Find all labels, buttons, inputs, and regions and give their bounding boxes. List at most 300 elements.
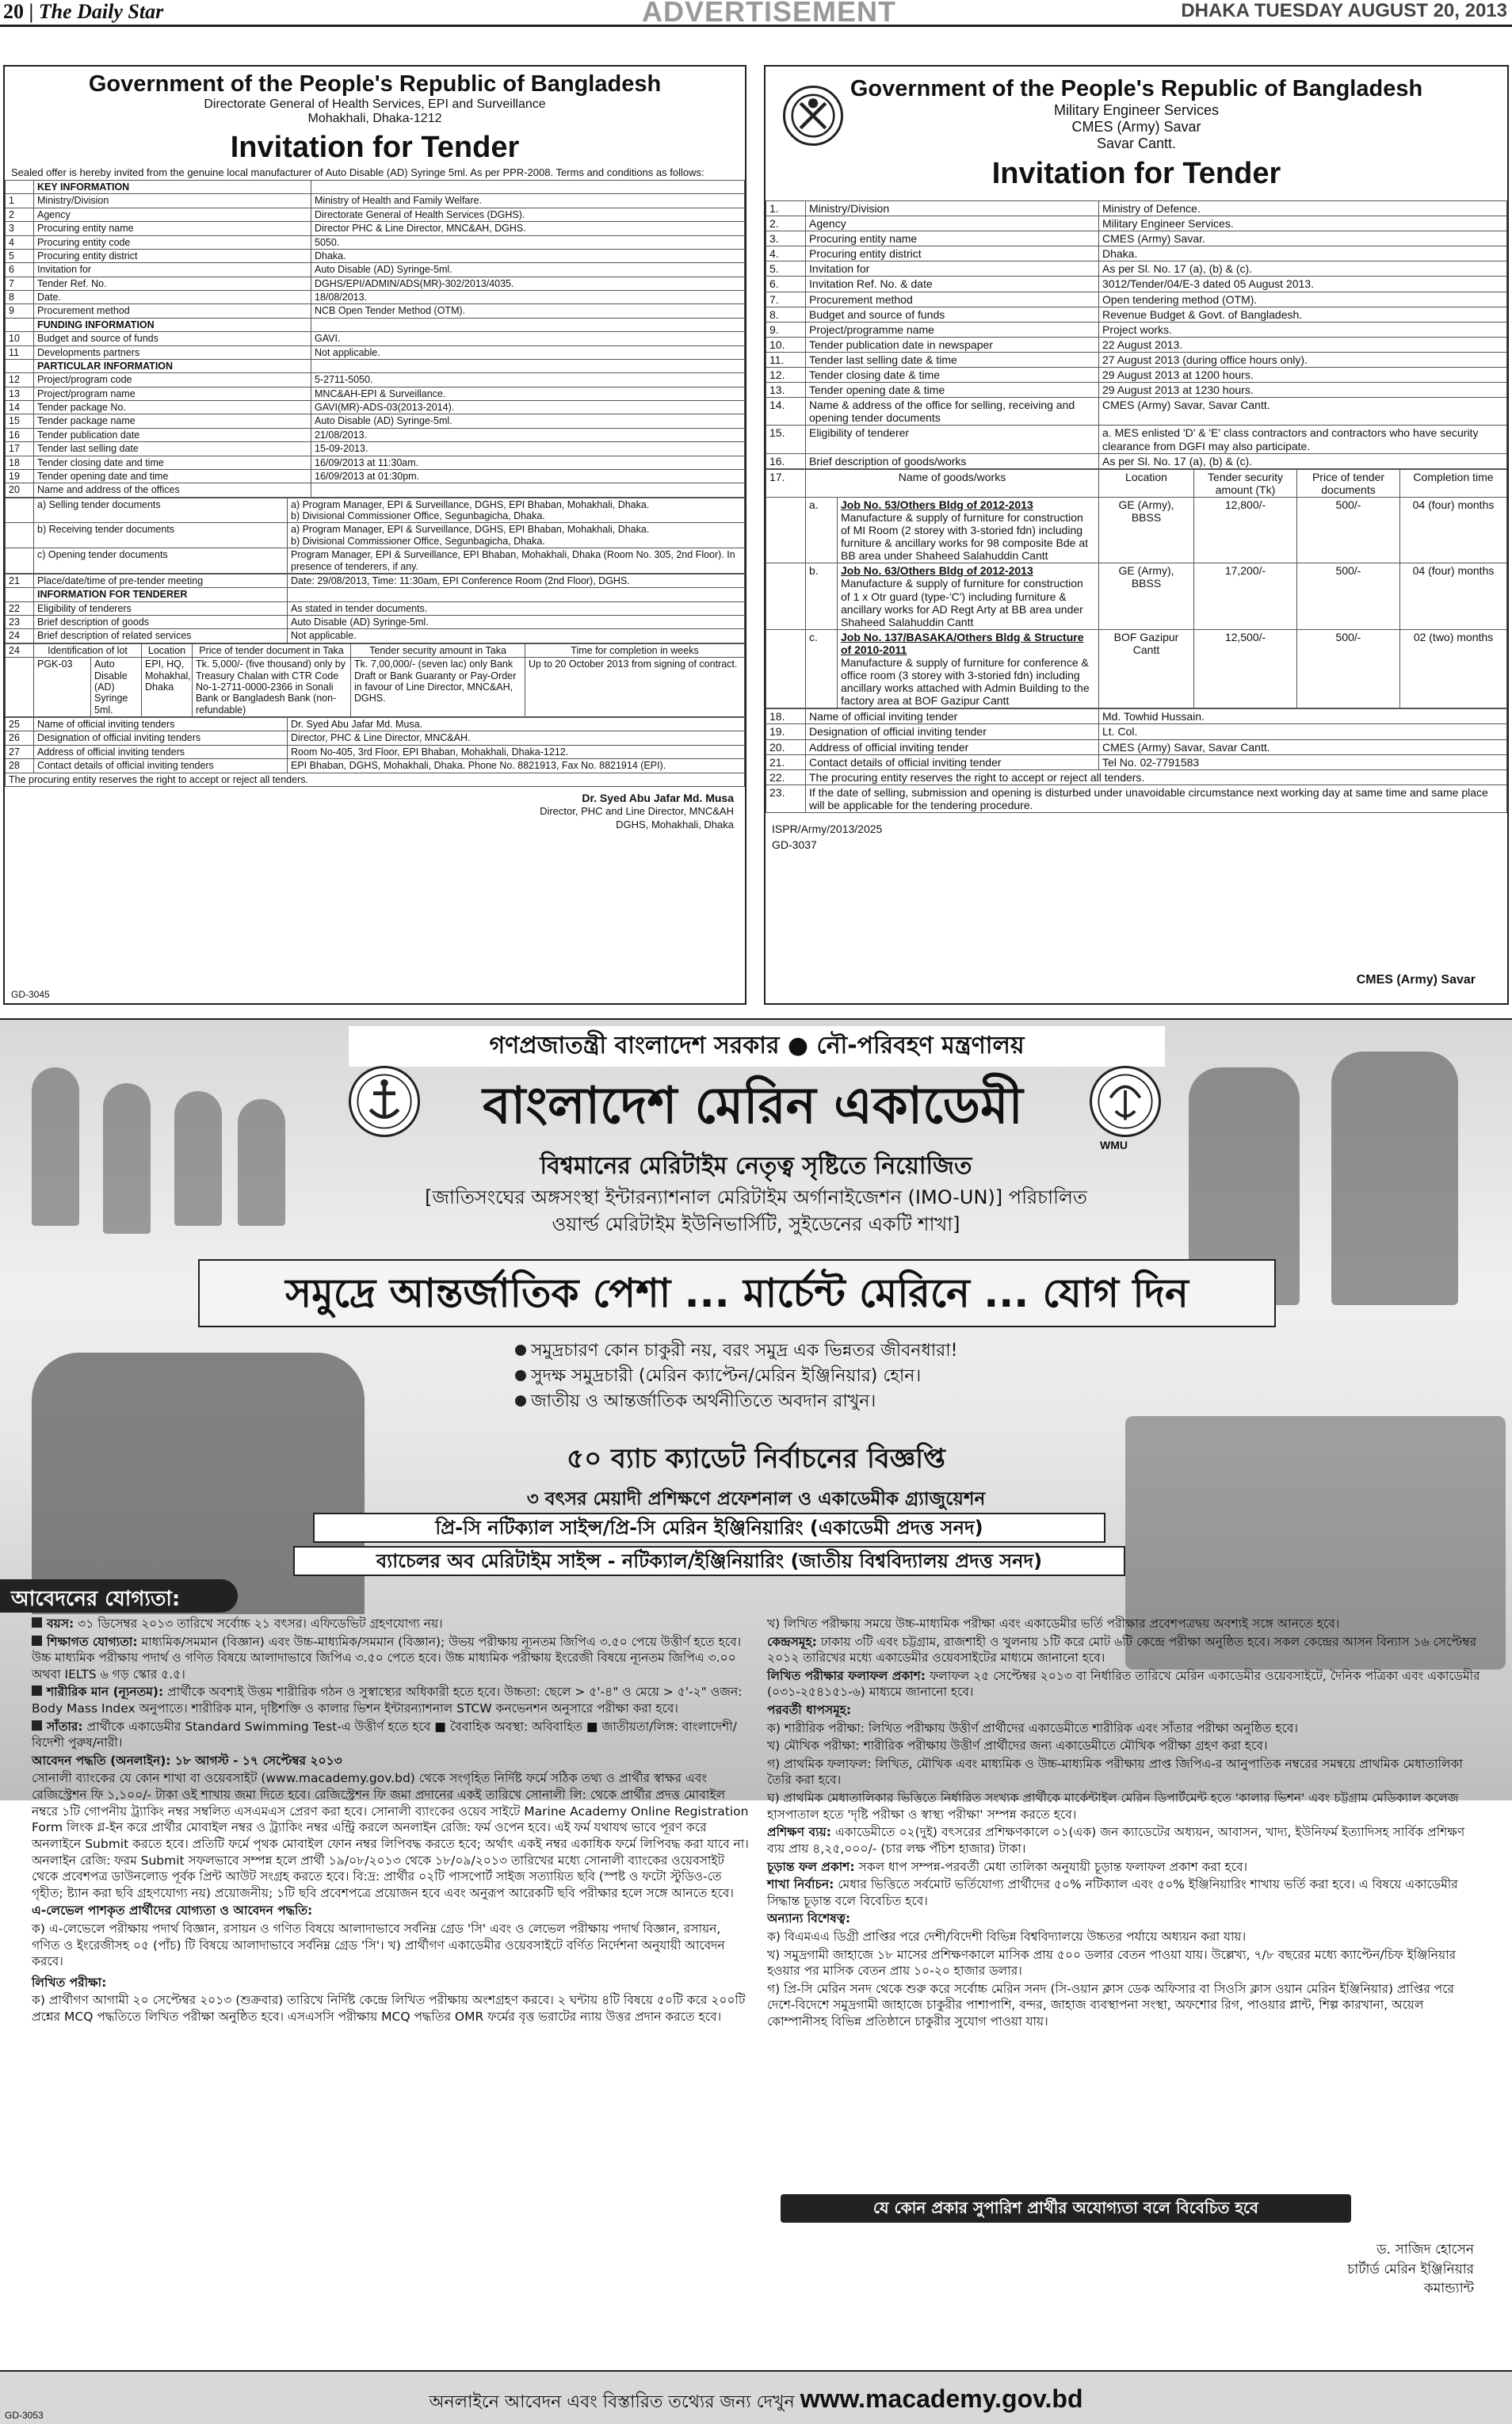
- address-line: Mohakhali, Dhaka-1212: [307, 112, 442, 125]
- ispr-code: ISPR/Army/2013/2025: [772, 823, 883, 836]
- tender-title-2: Invitation for Tender: [991, 157, 1281, 190]
- written-heading: লিখিত পরীক্ষা:: [32, 1975, 107, 1990]
- academy-title: বাংলাদেশ মেরিন একাডেমী: [483, 1077, 1023, 1136]
- table-cell: Date: 29/08/2013, Time: 11:30am, EPI Conference Room (2nd Floor), DGHS.: [288, 574, 745, 587]
- mes-works-table: [766, 469, 1507, 709]
- table-cell: CMES (Army) Savar.: [1099, 231, 1507, 246]
- table-cell: Not applicable.: [288, 629, 745, 643]
- recommendation-warning: যে কোন প্রকার সুপারিশ প্রার্থীর অযোগ্যতা বলে বিবেচিত হবে: [781, 2194, 1351, 2223]
- tender-table-3: [5, 717, 745, 787]
- table-cell: 18/08/2013.: [311, 291, 745, 304]
- wmu-label: WMU: [1100, 1139, 1128, 1151]
- next-step-1: ক) শারীরিক পরীক্ষা: লিখিত পরীক্ষায় উত্তীর্ণ প্রার্থীদের একাডেমীতে শারীরিক এবং সাঁতার পরীক্ষা অনুষ্ঠিত হবে।: [767, 1720, 1298, 1735]
- table-row: [6, 629, 745, 643]
- table-cell: 15-09-2013.: [311, 442, 745, 456]
- table-cell: 3012/Tender/04/E-3 dated 05 August 2013.: [1099, 277, 1507, 292]
- table-cell: Developments partners: [34, 345, 311, 359]
- table-cell: Tender closing date and time: [34, 456, 311, 469]
- table-cell: 22 August 2013.: [1099, 337, 1507, 352]
- job-letter: b.: [806, 563, 838, 629]
- office-line: CMES (Army) Savar: [1071, 119, 1201, 135]
- left-column: [32, 1616, 749, 2027]
- table-cell: Project/programme name: [806, 322, 1099, 337]
- job-cell: 02 (two) months: [1400, 629, 1507, 708]
- table-cell: 1: [6, 194, 34, 208]
- ad-code-2: GD-3037: [772, 838, 817, 852]
- lot-num: 24: [6, 643, 34, 657]
- physical-para: শারীরিক মান (ন্যূনতম): প্রার্থীকে অবশ্যই উত্তম শারীরিক গঠন ও সুস্বাস্থ্যের অধিকারী হতে হবে। উচ্চতা: ছেলে > ৫'-৪" ও মেয়ে > ৫'-২" ওজন: Body Mass Index অনুপাতে। শারীরিক মান, দৃষ্টিশক্তি ও কালার ভিশন ইন্টারন্যাশনাল STCW কনভেনশন অনুসারে পরীক্ষা করা হবে।: [32, 1685, 743, 1716]
- table-cell: 7: [6, 277, 34, 290]
- table-cell: 13.: [766, 383, 806, 398]
- table-cell: 21.: [766, 754, 806, 769]
- table-cell: Tender package No.: [34, 401, 311, 414]
- education-para: শিক্ষাগত যোগ্যতা: মাধ্যমিক/সমমান (বিজ্ঞান) এবং উচ্চ-মাধ্যমিক/সমমান (বিজ্ঞান); উভয় পরীক্ষায় ন্যূনতম জিপিএ ৩.৫০ পেয়ে উত্তীর্ণ হতে হবে। উচ্চ মাধ্যমিক পরীক্ষায় পদার্থ ও গণিত বিষয়ে আলাদাভাবে জিপিএ ৩.৫০ পেতে হবে। উচ্চ মাধ্যমিক পরীক্ষায় ইংরেজী বিষয়ে ন্যূনতম জিপিএ ৩.০০ অথবা IELTS ৬ গড় স্কোর ৫.৫।: [32, 1634, 742, 1682]
- table-row: [6, 332, 745, 345]
- table-row: [766, 246, 1507, 261]
- table-row: [766, 277, 1507, 292]
- table-cell: 9.: [766, 322, 806, 337]
- table-cell: [311, 181, 745, 194]
- lot-price: Tk. 5,000/- (five thousand) only by Treasury Chalan with CTR Code No-1-2711-0000-2366 in Sonali Bank or Bangladesh Bank (non-refundable): [193, 658, 351, 717]
- lot-header-row: [6, 643, 745, 657]
- table-cell: [6, 318, 34, 331]
- table-cell: Tender closing date & time: [806, 368, 1099, 383]
- swimming-para: সাঁতার: প্রার্থীকে একাডেমীর Standard Swimming Test-এ উত্তীর্ণ হতে হবে ■ বৈবাহিক অবস্থা: অবিবাহিত ■ জাতীয়তা/লিঙ্গ: বাংলাদেশী/বিদেশী পুরুষ/নারী।: [32, 1719, 737, 1750]
- table-cell: 6: [6, 263, 34, 277]
- table-cell: [6, 181, 34, 194]
- lot-row: [6, 658, 745, 717]
- table-row: [6, 601, 745, 615]
- job-title: Job No. 53/Others Bldg of 2012-2013: [841, 498, 1033, 511]
- office-row: [6, 498, 745, 523]
- table-cell: 1.: [766, 201, 806, 216]
- table-row: [6, 718, 745, 731]
- other-2: খ) সমুদ্রগামী জাহাজে ১৮ মাসের প্রশিক্ষণকালে মাসিক প্রায় ৫০০ ডলার বেতন পাওয়া যায়। উল্লেখ্য, ৭/৮ বছরের মধ্যে ক্যাপ্টেন/চিফ ইঞ্জিনিয়ার হওয়ার পর মাসিক বেতন প্রায় ১০-২০ হাজার ডলার।: [767, 1947, 1457, 1979]
- table-cell: Brief description of goods/works: [806, 453, 1099, 468]
- table-cell: 20.: [766, 739, 806, 754]
- lot-location: EPI, HQ, Mohakhal, Dhaka: [142, 658, 193, 717]
- course-1: প্রি-সি নটিক্যাল সাইন্স/প্রি-সি মেরিন ইঞ্জিনিয়ারিং (একাডেমী প্রদত্ত সনদ): [313, 1513, 1105, 1543]
- signature-block: [5, 787, 745, 836]
- table-cell: 11.: [766, 352, 806, 367]
- next-step-4: ঘ) প্রাথমিক মেধাতালিকার ভিত্তিতে নির্ধারিত সংখ্যক প্রার্থীকে মার্কেন্টাইল মেরিন ডিপার্টমেন্ট হতে 'কালার ভিশন' এবং চট্টগ্রাম মেডিক্যাল কলেজ হাসপাতাল হতে 'দৃষ্টি পরীক্ষা ও স্বাস্থ্য পরীক্ষা' সম্পন্ন করতে হবে।: [767, 1791, 1459, 1822]
- job-description: [838, 629, 1099, 708]
- table-cell: 8: [6, 291, 34, 304]
- table-cell: Eligibility of tenderers: [34, 601, 288, 615]
- next-step-2: খ) মৌখিক পরীক্ষা: শারীরিক পরীক্ষায় উত্তীর্ণ প্রার্থীদের জন্য একাডেমীতে মৌখিক পরীক্ষা গ্রহণ করা হবে।: [767, 1739, 1268, 1754]
- table-cell: GAVI.: [311, 332, 745, 345]
- table-cell: CMES (Army) Savar, Savar Cantt.: [1099, 739, 1507, 754]
- table-cell: Brief description of related services: [34, 629, 288, 643]
- works-num: 17.: [766, 469, 806, 497]
- office-label: a) Selling tender documents: [34, 498, 288, 523]
- commandant-designation: চার্টার্ড মেরিন ইঞ্জিনিয়ার: [1347, 2261, 1474, 2277]
- office-line: a) Program Manager, EPI & Surveillance, DGHS, EPI Bhaban, Mohakhali, Dhaka.: [291, 524, 650, 536]
- table-cell: Military Engineer Services.: [1099, 216, 1507, 231]
- table-cell: PARTICULAR INFORMATION: [34, 359, 311, 372]
- office-row: [6, 548, 745, 574]
- table-row: [766, 724, 1507, 739]
- table-row: [766, 352, 1507, 367]
- job-description: [838, 563, 1099, 629]
- lot-head-time: Time for completion in weeks: [525, 643, 745, 657]
- table-row: [766, 201, 1507, 216]
- table-cell: Not applicable.: [311, 345, 745, 359]
- table-cell: Procurement method: [806, 292, 1099, 307]
- table-cell: Project/program code: [34, 373, 311, 387]
- table-cell: 20: [6, 483, 34, 497]
- table-cell: Ministry/Division: [806, 201, 1099, 216]
- table-cell: CMES (Army) Savar, Savar Cantt.: [1099, 398, 1507, 426]
- table-row: [6, 387, 745, 400]
- table-cell: 11: [6, 345, 34, 359]
- wmu-logo-icon: [1090, 1066, 1161, 1137]
- table-cell: 26: [6, 731, 34, 745]
- dept-line: Directorate General of Health Services, EPI and Surveillance: [204, 97, 546, 111]
- table-cell: 2.: [766, 216, 806, 231]
- lot-blank: [6, 658, 34, 717]
- job-row: [766, 497, 1507, 563]
- table-cell: Ministry/Division: [34, 194, 311, 208]
- table-cell: Procuring entity name: [34, 222, 311, 235]
- table-cell: Tender publication date: [34, 428, 311, 441]
- table-cell: 5: [6, 249, 34, 262]
- table-cell: 14.: [766, 398, 806, 426]
- table-cell: Agency: [806, 216, 1099, 231]
- table-cell: 16: [6, 428, 34, 441]
- lot-table: [5, 643, 745, 717]
- table-cell: [766, 563, 806, 629]
- works-head-time: Completion time: [1400, 469, 1507, 497]
- table-cell: Auto Disable (AD) Syringe-5ml.: [311, 263, 745, 277]
- training-line: ৩ বৎসর মেয়াদী প্রশিক্ষণে প্রফেশনাল ও একাডেমীক গ্র্যাজুয়েশন: [526, 1489, 986, 1510]
- job-cell: 17,200/-: [1194, 563, 1297, 629]
- table-cell: 10: [6, 332, 34, 345]
- table-cell: Budget and source of funds: [806, 307, 1099, 322]
- tender-ad-mes: [764, 65, 1509, 1005]
- table-row: [6, 401, 745, 414]
- table-row: [6, 428, 745, 441]
- table-row: [766, 754, 1507, 769]
- table-row: [6, 194, 745, 208]
- page-number: 20 | The Daily Star: [3, 0, 164, 23]
- lot-head-price: Price of tender document in Taka: [193, 643, 351, 657]
- table-cell: Procuring entity code: [34, 235, 311, 249]
- table-cell: Procuring entity district: [34, 249, 311, 262]
- table-row: [6, 304, 745, 318]
- table-cell: 16/09/2013 at 01:30pm.: [311, 469, 745, 483]
- marine-footer: [0, 2370, 1512, 2424]
- table-cell: Directorate General of Health Services (DGHS).: [311, 208, 745, 221]
- job-title: Job No. 137/BASAKA/Others Bldg & Structure of 2010-2011: [841, 630, 1084, 656]
- table-cell: [6, 588, 34, 601]
- tagline: বিশ্বমানের মেরিটাইম নেতৃত্ব সৃষ্টিতে নিয়োজিত: [540, 1152, 972, 1180]
- table-cell: 27 August 2013 (during office hours only).: [1099, 352, 1507, 367]
- table-cell: Name of official inviting tenders: [34, 718, 288, 731]
- office-line: Program Manager, EPI & Surveillance, EPI Bhaban, Mohakhali, Dhaka (Room No. 305, 2nd Floor). In presence of tenderers, if any.: [291, 549, 735, 572]
- affiliation-1: [জাতিসংঘের অঙ্গসংস্থা ইন্টারন্যাশনাল মেরিটাইম অর্গানাইজেশন (IMO-UN)] পরিচালিত: [425, 1186, 1087, 1208]
- job-cell: 04 (four) months: [1400, 497, 1507, 563]
- table-row: [766, 398, 1507, 426]
- table-row: [6, 291, 745, 304]
- table-row: [6, 731, 745, 745]
- table-cell: Auto Disable (AD) Syringe-5ml.: [311, 414, 745, 428]
- signatory-name: Dr. Syed Abu Jafar Md. Musa: [582, 791, 734, 804]
- office-line: b) Divisional Commissioner Office, Segunbagicha, Dhaka.: [291, 535, 545, 547]
- table-cell: 13: [6, 387, 34, 400]
- table-cell: Designation of official inviting tenders: [34, 731, 288, 745]
- office-address: [288, 498, 745, 523]
- table-row: [766, 368, 1507, 383]
- course-2: ব্যাচেলর অব মেরিটাইম সাইন্স - নটিক্যাল/ইঞ্জিনিয়ারিং (জাতীয় বিশ্ববিদ্যালয় প্রদত্ত সনদ): [293, 1546, 1125, 1576]
- army-emblem-icon: [783, 86, 843, 146]
- table-cell: Tender package name: [34, 414, 311, 428]
- row-23-text: If the date of selling, submission and opening is disturbed under unavoidable circumstance next working day at same time and same place will be applicable for the tendering procedure.: [806, 784, 1507, 812]
- other-3: গ) প্রি-সি মেরিন সনদ থেকে শুরু করে সর্বোচ্চ মেরিন সনদ (সি-ওয়ান ক্লাস ডেক অফিসার বা সিওসি ক্লাস ওয়ান মেরিন ইঞ্জিনিয়ার) প্রাপ্তির পরে দেশে-বিদেশে সমুদ্রগামী জাহাজে চাকুরীর পাশাপাশি, বন্দর, জাহাজ ব্যবস্থাপনা সংস্থা, অফশোর রিগ, পাওয়ার প্লান্ট, শিল্প কারখানা, অয়েল কোম্পানীসহ বিভিন্ন প্রতিষ্ঠানে চাকুরীর সুযোগ পাওয়া যায়।: [767, 1981, 1454, 2029]
- mes-table: [766, 200, 1507, 469]
- works-head-security: Tender security amount (Tk): [1194, 469, 1297, 497]
- table-cell: 21/08/2013.: [311, 428, 745, 441]
- lot-code: PGK-03: [34, 658, 91, 717]
- table-row: [6, 588, 745, 601]
- job-description: [838, 497, 1099, 563]
- table-row: [6, 208, 745, 221]
- lot-item: Auto Disable (AD) Syringe 5ml.: [91, 658, 142, 717]
- table-row: [766, 383, 1507, 398]
- place-line: Savar Cantt.: [1096, 136, 1177, 151]
- table-cell: 16.: [766, 453, 806, 468]
- job-cell: 12,800/-: [1194, 497, 1297, 563]
- signatory-designation: Director, PHC and Line Director, MNC&AH: [540, 805, 734, 818]
- works-header-row: [766, 469, 1507, 497]
- table-row: [766, 709, 1507, 724]
- job-cell: BOF Gazipur Cantt: [1099, 629, 1194, 708]
- dateline: DHAKA TUESDAY AUGUST 20, 2013: [1181, 0, 1507, 21]
- table-cell: Address of official inviting tender: [806, 739, 1099, 754]
- slogan-band: সমুদ্রে আন্তর্জাতিক পেশা ... মার্চেন্ট মেরিনে ... যোগ দিন: [198, 1259, 1276, 1327]
- office-row: [6, 523, 745, 548]
- table-row: [766, 453, 1507, 468]
- table-cell: Tender opening date and time: [34, 469, 311, 483]
- table-cell: Name and address of the offices: [34, 483, 311, 497]
- result-para: লিখিত পরীক্ষার ফলাফল প্রকাশ: ফলাফল ২৫ সেপ্টেম্বর ২০১৩ বা নির্ধারিত তারিখে মেরিন একাডেমীর ওয়েবসাইটে, দৈনিক পত্রিকা এবং একাডেমীর (০৩১-২৫৪১৫১-৬) মাধ্যমে জানানো হবে।: [767, 1668, 1480, 1700]
- row-23: [766, 784, 1507, 812]
- table-cell: 9: [6, 304, 34, 318]
- batch-heading: ৫০ ব্যাচ ক্যাডেট নির্বাচনের বিজ্ঞপ্তি: [567, 1443, 945, 1475]
- table-cell: INFORMATION FOR TENDERER: [34, 588, 288, 601]
- bullet-1: সমুদ্রচারণ কোন চাকুরী নয়, বরং সমুদ্র এক ভিন্নতর জীবনধারা!: [515, 1337, 1070, 1366]
- table-cell: Invitation Ref. No. & date: [806, 277, 1099, 292]
- table-cell: [6, 498, 34, 523]
- job-title: Job No. 63/Others Bldg of 2012-2013: [841, 564, 1033, 578]
- table-cell: 3.: [766, 231, 806, 246]
- table-cell: Tender publication date in newspaper: [806, 337, 1099, 352]
- table-cell: Date.: [34, 291, 311, 304]
- table-cell: 27: [6, 745, 34, 758]
- row-22: [766, 769, 1507, 784]
- table-row: [6, 469, 745, 483]
- table-cell: Contact details of official inviting tenders: [34, 759, 288, 773]
- table-cell: 29 August 2013 at 1230 hours.: [1099, 383, 1507, 398]
- table-cell: Ministry of Defence.: [1099, 201, 1507, 216]
- table-row: [6, 456, 745, 469]
- table-row: [6, 359, 745, 372]
- table-cell: Open tendering method (OTM).: [1099, 292, 1507, 307]
- table-cell: [288, 588, 745, 601]
- next-step-3: গ) প্রাথমিক ফলাফল: লিখিত, মৌখিক এবং মাধ্যমিক ও উচ্চ-মাধ্যমিক পরীক্ষায় প্রাপ্ত জিপিএ-র আনুপাতিক নম্বরের সমন্বয়ে প্রাথমিক মেধাতালিকা তৈরি করা হবে।: [767, 1756, 1463, 1788]
- office-line: b) Divisional Commissioner Office, Segunbagicha, Dhaka.: [291, 510, 545, 521]
- table-cell: EPI Bhaban, DGHS, Mohakhali, Dhaka. Phone No. 8821913, Fax No. 8821914 (EPI).: [288, 759, 745, 773]
- tender-ad-dghs: [3, 65, 746, 1005]
- footer-line: অনলাইনে আবেদন এবং বিস্তারিত তথ্যের জন্য দেখুন www.macademy.gov.bd: [429, 2384, 1083, 2413]
- row-23-num: 23.: [766, 784, 806, 812]
- next-heading: পরবর্তী ধাপসমূহ:: [767, 1703, 852, 1718]
- table-cell: GAVI(MR)-ADS-03(2013-2014).: [311, 401, 745, 414]
- table-cell: a. MES enlisted 'D' & 'E' class contractors and contractors who have security clearance from DGFI may also participate.: [1099, 426, 1507, 453]
- table-cell: Revenue Budget & Govt. of Bangladesh.: [1099, 307, 1507, 322]
- job-cell: 500/-: [1297, 629, 1400, 708]
- job-letter: a.: [806, 497, 838, 563]
- table-row: [6, 373, 745, 387]
- table-cell: 6.: [766, 277, 806, 292]
- table-cell: Agency: [34, 208, 311, 221]
- table-row: [766, 216, 1507, 231]
- table-cell: 16/09/2013 at 11:30am.: [311, 456, 745, 469]
- table-cell: Place/date/time of pre-tender meeting: [34, 574, 288, 587]
- row-22-num: 22.: [766, 769, 806, 784]
- table-cell: Project works.: [1099, 322, 1507, 337]
- org-line: Military Engineer Services: [1053, 102, 1220, 118]
- table-cell: 2: [6, 208, 34, 221]
- table-cell: 21: [6, 574, 34, 587]
- table-cell: 5.: [766, 261, 806, 277]
- table-cell: 3: [6, 222, 34, 235]
- table-cell: Room No-405, 3rd Floor, EPI Bhaban, Mohakhali, Dhaka-1212.: [288, 745, 745, 758]
- other-1: ক) বিএমএএ ডিগ্রী প্রাপ্তির পরে দেশী/বিদেশী বিভিন্ন বিশ্ববিদ্যালয়ে উচ্চতর পর্যায়ে অধ্যয়ন করা যায়।: [767, 1929, 1247, 1944]
- commandant-name: ড. সাজিদ হোসেন: [1376, 2242, 1474, 2258]
- right-column: [767, 1616, 1484, 2032]
- signatory-org: DGHS, Mohakhali, Dhaka: [616, 818, 734, 830]
- table-cell: 25: [6, 718, 34, 731]
- table-cell: 14: [6, 401, 34, 414]
- table-cell: 15: [6, 414, 34, 428]
- mes-table-2: [766, 708, 1507, 813]
- table-cell: As stated in tender documents.: [288, 601, 745, 615]
- reserve-row: [6, 773, 745, 786]
- table-cell: 19: [6, 469, 34, 483]
- table-cell: 15.: [766, 426, 806, 453]
- office-label: b) Receiving tender documents: [34, 523, 288, 548]
- signoff: CMES (Army) Savar: [1356, 973, 1476, 987]
- apply-heading: আবেদন পদ্ধতি (অনলাইন): ১৮ আগস্ট - ১৭ সেপ্টেম্বর ২০১৩: [32, 1753, 342, 1768]
- table-cell: NCB Open Tender Method (OTM).: [311, 304, 745, 318]
- table-cell: Ministry of Health and Family Welfare.: [311, 194, 745, 208]
- written-para: ক) প্রার্থীগণ আগামী ২০ সেপ্টেম্বর ২০১৩ (শুক্রবার) তারিখে নির্দিষ্ট কেন্দ্রে লিখিত পরীক্ষায় অংশগ্রহণ করবে। ২ ঘন্টায় ৪টি বিষয়ে ৫০টি করে ২০০টি প্রশ্নের MCQ পদ্ধতিতে লিখিত পরীক্ষা অনুষ্ঠিত হবে। এসএসসি পরীক্ষায় MCQ পদ্ধতির OMR ফর্মের বৃত্ত ভরাটের ন্যায় উত্তর প্রদান করতে হবে।: [32, 1993, 746, 2025]
- table-cell: 5-2711-5050.: [311, 373, 745, 387]
- table-row: [6, 345, 745, 359]
- masthead: [0, 0, 1512, 27]
- table-row: [766, 292, 1507, 307]
- table-cell: Md. Towhid Hussain.: [1099, 709, 1507, 724]
- table-row: [766, 307, 1507, 322]
- website-link[interactable]: www.macademy.gov.bd: [800, 2384, 1083, 2413]
- table-row: [6, 483, 745, 497]
- table-cell: 18: [6, 456, 34, 469]
- table-cell: 19.: [766, 724, 806, 739]
- table-row: [6, 263, 745, 277]
- job-row: [766, 629, 1507, 708]
- ad-code: GD-3045: [11, 989, 50, 1000]
- tender-table: [5, 180, 745, 498]
- table-cell: Brief description of goods: [34, 616, 288, 629]
- table-cell: 10.: [766, 337, 806, 352]
- job-details: Manufacture & supply of furniture for conference & office room (3 storey with 3-storied fdn) including ancillary works attached with Admin Building to the factory area at BOF Gazipur Cantt: [841, 656, 1090, 708]
- lot-head-id: Identification of lot: [34, 643, 142, 657]
- table-cell: DGHS/EPI/ADMIN/ADS(MR)-302/2013/4035.: [311, 277, 745, 290]
- table-cell: MNC&AH-EPI & Surveillance.: [311, 387, 745, 400]
- works-head-name: Name of goods/works: [806, 469, 1099, 497]
- lot-time: Up to 20 October 2013 from signing of contract.: [525, 658, 745, 717]
- table-row: [766, 231, 1507, 246]
- centres-para: কেন্দ্রসমূহ: ঢাকায় ৩টি এবং চট্টগ্রাম, রাজশাহী ও খুলনায় ১টি করে মোট ৬টি কেন্দ্রে পরীক্ষা অনুষ্ঠিত হবে। সকল কেন্দ্রের আসন বিন্যাস ১৬ সেপ্টেম্বর ২০১২ তারিখের মধ্যে একাডেমীর ওয়েবসাইটের মাধ্যমে জানানো হবে।: [767, 1634, 1477, 1666]
- alevel-heading: এ-লেভেল পাশকৃত প্রার্থীদের যোগ্যতা ও আবেদন পদ্ধতি:: [32, 1903, 313, 1918]
- job-row: [766, 563, 1507, 629]
- table-cell: KEY INFORMATION: [34, 181, 311, 194]
- table-row: [6, 181, 745, 194]
- table-cell: Tender opening date & time: [806, 383, 1099, 398]
- job-cell: 500/-: [1297, 497, 1400, 563]
- apply-para: সোনালী ব্যাংকের যে কোন শাখা বা ওয়েবসাইট (www.macademy.gov.bd) থেকে সংগৃহিত নির্দিষ্ট ফর্মে সঠিক তথ্য ও প্রার্থীর স্বাক্ষর এবং রেজিস্ট্রেশন ফি ১,১০০/- টাকা ওই শাখায় জমা দিতে হবে। রেজিস্ট্রেশন ফি জমা প্রদানের একই তারিখে সোনালী লি: থেকে প্রার্থীর প্রদত্ত মোবাইল নম্বরে ১টি গোপনীয় ট্র্যাকিং নম্বর সম্বলিত এসএমএস প্রেরণ করা হবে। সোনালী ব্যাংকের ওয়েব সাইটে Marine Academy Online Registration Form লিংক গ্ল-ইন করে প্রার্থীর মোবাইল নম্বর ও ট্র্যাকিং নম্বর এন্ট্রি করলে অনলাইন রেজি: ফর্ম ওপেন হবে। এই ফর্ম যথাযথ ভাবে পূরণ করে অনলাইনে Submit করতে হবে। প্রতিটি ফর্মে পৃথক মোবাইল ফোন নম্বর লিপিবদ্ধ করতে হবে; অর্থাৎ একই নম্বর একাধিক ফর্মে লিপিবদ্ধ করা যাবে না। অনলাইন রেজি: ফরম Submit সফলভাবে সম্পন্ন হলে প্রার্থী ১৯/০৮/২০১৩ থেকে ১৮/০৯/২০১৩ তারিখের মধ্যে সোনালী ব্যাংকের ওয়েবসাইট থেকে প্রবেশপত্র ডাউনলোড পূর্বক প্রিন্ট আউট সংগ্রহ করতে হবে। বি:দ্র: প্রার্থীর ০২টি পাসপোর্ট সাইজ সত্যায়িত ছবি (স্পষ্ট ও ফটো স্টুডিও-তে গৃহীত; ষ্ট্যান করা ছবি গ্রহণযোগ্য নয়) প্রয়োজনীয়; ১টি ছবি প্রবেশপত্রে প্রয়োজন হবে এবং অনুরূপ আরেকটি ছবি পরীক্ষার হলে সঙ্গে আনতে হবে।: [32, 1771, 749, 1900]
- table-cell: [6, 548, 34, 574]
- table-cell: 5050.: [311, 235, 745, 249]
- table-cell: Tel No. 02-7791583: [1099, 754, 1507, 769]
- table-row: [6, 414, 745, 428]
- row-22-text: The procuring entity reserves the right to accept or reject all tenders.: [806, 769, 1507, 784]
- table-cell: 22: [6, 601, 34, 615]
- commandant-signature: [1268, 2240, 1474, 2299]
- table-cell: As per Sl. No. 17 (a), (b) & (c).: [1099, 453, 1507, 468]
- table-cell: 17: [6, 442, 34, 456]
- job-cell: 04 (four) months: [1400, 563, 1507, 629]
- table-cell: Name of official inviting tender: [806, 709, 1099, 724]
- works-head-price: Price of tender documents: [1297, 469, 1400, 497]
- intro-text: Sealed offer is hereby invited from the genuine local manufacturer of Auto Disable (AD) Syringe 5ml. As per PPR-2008. Terms and conditions as follows:: [11, 166, 704, 178]
- job-cell: 12,500/-: [1194, 629, 1297, 708]
- table-cell: Tender last selling date & time: [806, 352, 1099, 367]
- works-head-loc: Location: [1099, 469, 1194, 497]
- job-letter: c.: [806, 629, 838, 708]
- tender-title: Invitation for Tender: [230, 131, 520, 164]
- other-heading: অন্যান্য বিশেষত্ব:: [767, 1911, 851, 1926]
- table-cell: 4: [6, 235, 34, 249]
- table-row: [6, 616, 745, 629]
- table-row: [6, 277, 745, 290]
- eligibility-heading: আবেদনের যোগ্যতা:: [0, 1579, 238, 1613]
- table-cell: Auto Disable (AD) Syringe-5ml.: [288, 616, 745, 629]
- ministry-line: গণপ্রজাতন্ত্রী বাংলাদেশ সরকার ● নৌ-পরিবহণ মন্ত্রণালয়: [349, 1026, 1165, 1067]
- table-cell: Contact details of official inviting tender: [806, 754, 1099, 769]
- table-cell: Director PHC & Line Director, MNC&AH, DGHS.: [311, 222, 745, 235]
- table-cell: Director, PHC & Line Director, MNC&AH.: [288, 731, 745, 745]
- bullet-3: জাতীয় ও আন্তর্জাতিক অর্থনীতিতে অবদান রাখুন।: [515, 1388, 1070, 1417]
- final-para: চূড়ান্ত ফল প্রকাশ: সকল ধাপ সম্পন্ন-পরবর্তী মেধা তালিকা অনুযায়ী চূড়ান্ত ফলাফল প্রকাশ করা হবে।: [767, 1859, 1248, 1874]
- table-row: [6, 249, 745, 262]
- table-cell: [766, 497, 806, 563]
- table-row: [6, 235, 745, 249]
- table-cell: Dhaka.: [1099, 246, 1507, 261]
- table-cell: 29 August 2013 at 1200 hours.: [1099, 368, 1507, 383]
- table-cell: Dr. Syed Abu Jafar Md. Musa.: [288, 718, 745, 731]
